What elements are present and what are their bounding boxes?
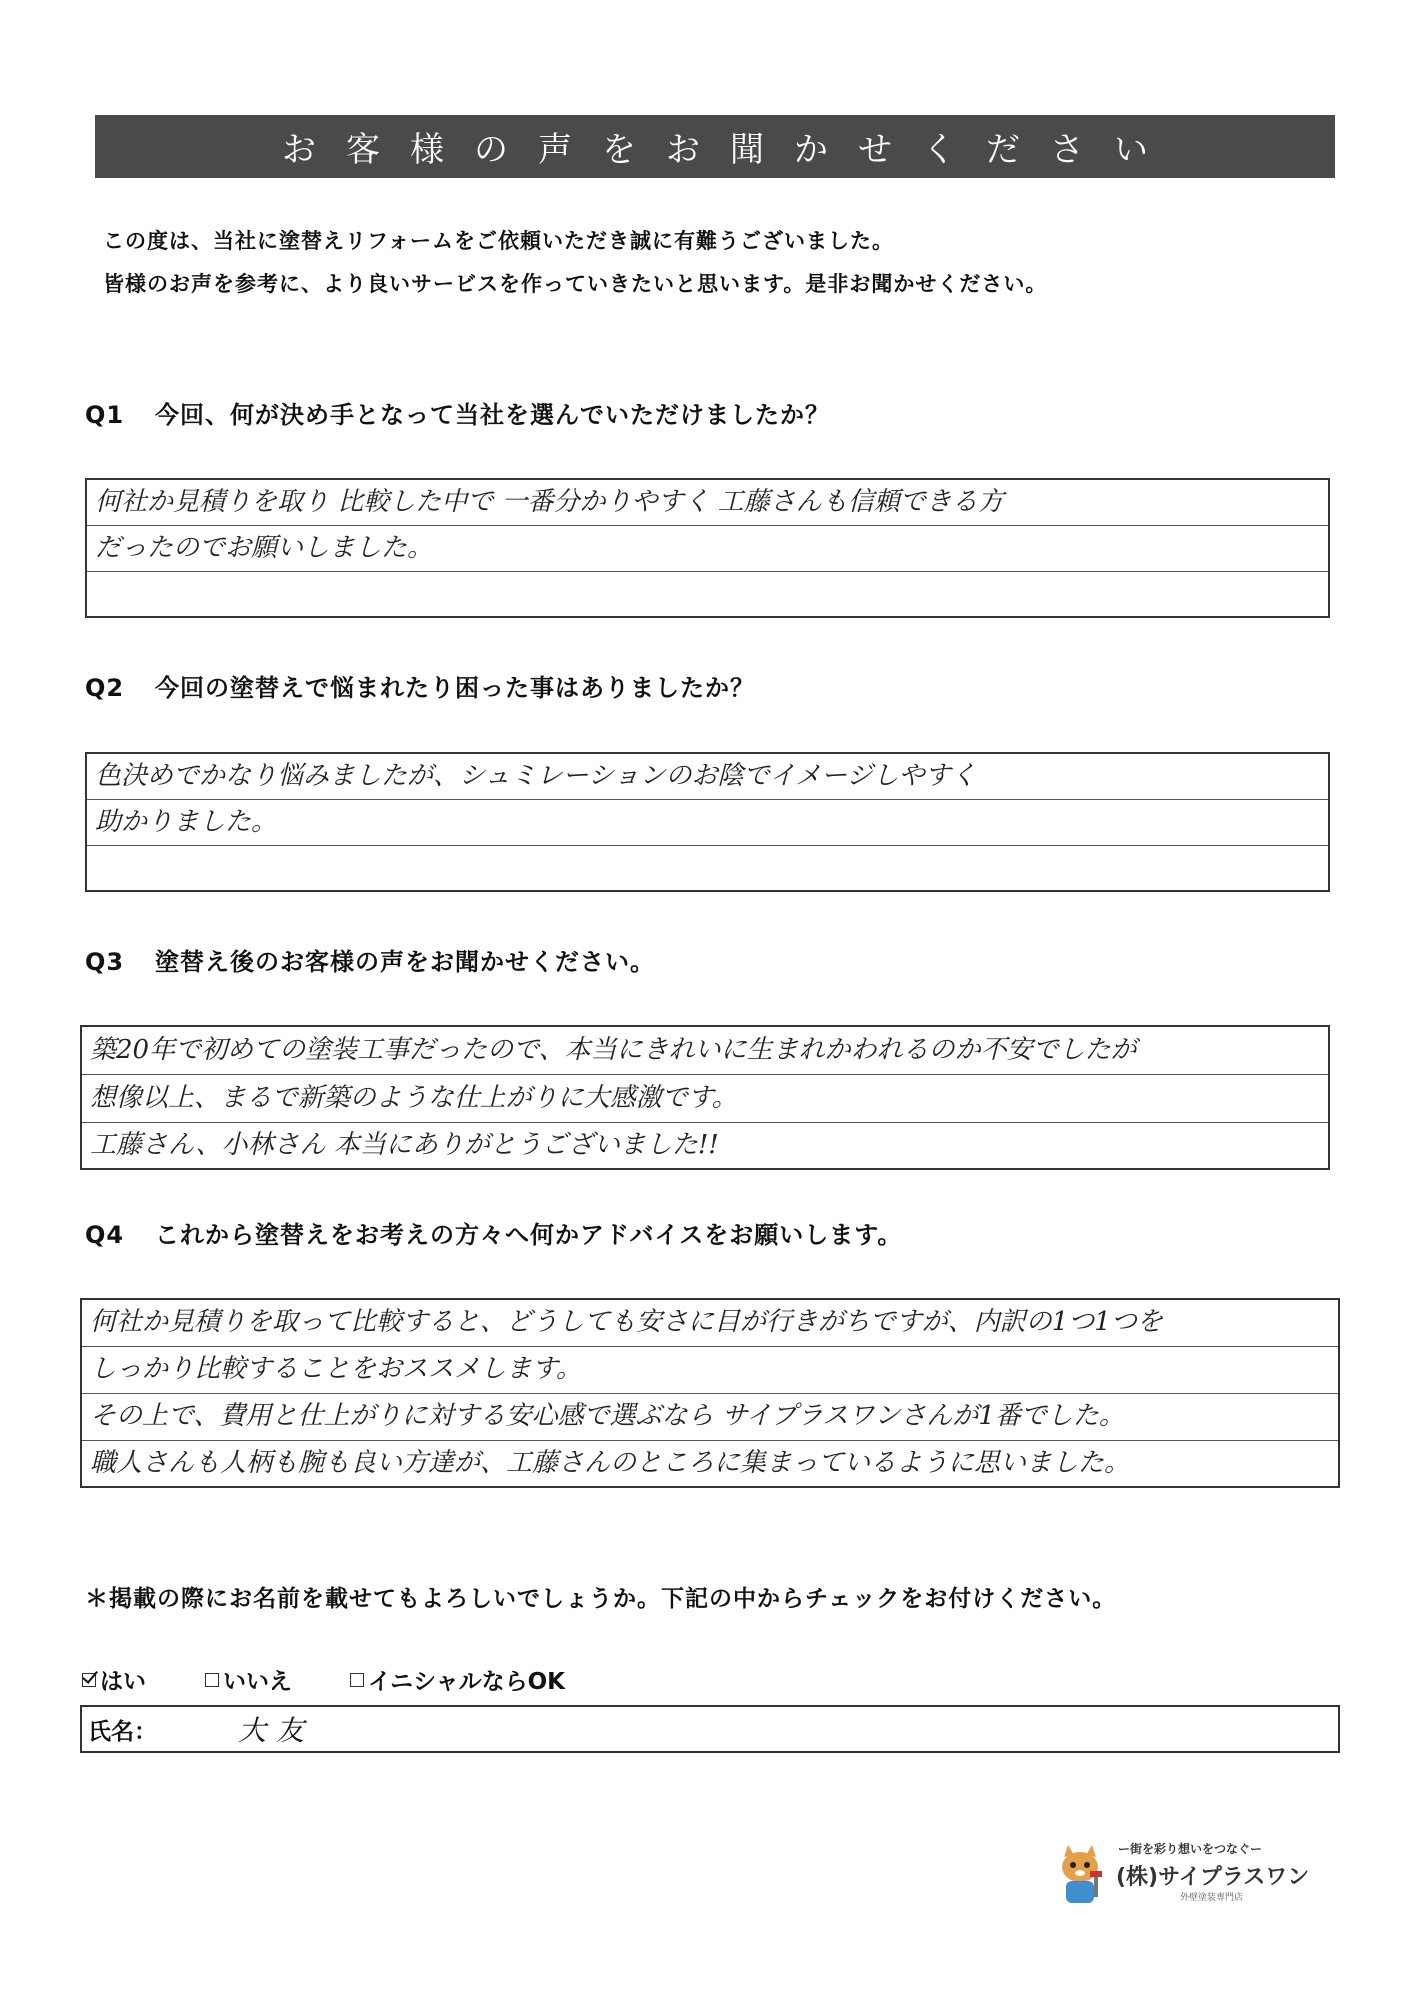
page-title: お客様の声をお聞かせください: [282, 130, 1178, 170]
q4-answer-line-2: しっかり比較することをおススメします。: [82, 1347, 1338, 1394]
q2-heading: [85, 668, 755, 703]
q3-heading: [85, 942, 655, 977]
q3-number: Q3: [85, 948, 125, 976]
q1-answer-line-1: 何社か見積りを取り 比較した中で 一番分かりやすく 工藤さんも信頼できる方: [87, 480, 1328, 526]
option-yes[interactable]: [82, 1663, 146, 1696]
q4-answer-box: [80, 1298, 1340, 1488]
option-yes-label: はい: [100, 1669, 146, 1695]
name-field[interactable]: [80, 1705, 1340, 1753]
option-no-label: いいえ: [223, 1669, 292, 1695]
q4-text: これから塗替えをお考えの方々へ何かアドバイスをお願いします。: [155, 1221, 903, 1249]
option-initials[interactable]: [350, 1663, 565, 1696]
q1-answer-box: [85, 478, 1330, 618]
header-bar: [95, 115, 1335, 178]
checkbox-checked-icon[interactable]: [82, 1673, 96, 1687]
q2-answer-box: [85, 752, 1330, 892]
intro-line-1: この度は、当社に塗替えリフォームをご依頼いただき誠に有難うございました。: [103, 229, 894, 253]
name-label: 氏名：: [88, 1718, 157, 1745]
q2-text: 今回の塗替えで悩まれたり困った事はありましたか？: [155, 674, 755, 702]
q1-answer-line-2: だったのでお願いしました。: [87, 526, 1328, 572]
q3-answer-line-2: 想像以上、まるで新築のような仕上がりに大感激です。: [82, 1075, 1328, 1123]
q1-answer-line-3: [87, 572, 1328, 616]
q3-answer-line-3: 工藤さん、小林さん 本当にありがとうございました!!: [90, 1130, 719, 1160]
mascot-icon: [1050, 1845, 1110, 1907]
q4-answer-line-4: 職人さんも人柄も腕も良い方達が、工藤さんのところに集まっているように思いました。: [90, 1448, 1131, 1478]
q4-number: Q4: [85, 1221, 125, 1249]
logo-subtitle: 外壁塗装専門店: [1180, 1893, 1244, 1903]
q4-answer-line-1: 何社か見積りを取って比較すると、どうしても安さに目が行きがちですが、内訳の1つ1つを: [82, 1300, 1338, 1347]
logo-tagline: ー街を彩り想いをつなぐー: [1118, 1842, 1263, 1856]
q2-answer-line-2: 助かりました。: [87, 800, 1328, 846]
option-initials-label: イニシャルならOK: [368, 1669, 565, 1695]
consent-question: ＊掲載の際にお名前を載せてもよろしいでしょうか。下記の中からチェックをお付けください。: [85, 1586, 1117, 1612]
q2-number: Q2: [85, 674, 125, 702]
option-no[interactable]: [205, 1663, 292, 1696]
logo-name: (株)サイプラスワン: [1116, 1865, 1310, 1890]
q1-number: Q1: [85, 401, 125, 429]
q2-answer-line-3: [87, 846, 1328, 890]
q2-answer-line-1: 色決めでかなり悩みましたが、シュミレーションのお陰でイメージしやすく: [87, 754, 1328, 800]
checkbox-icon[interactable]: [350, 1673, 364, 1687]
intro-line-2: 皆様のお声を参考に、より良いサービスを作っていきたいと思います。是非お聞かせください。: [103, 272, 1048, 296]
q3-text: 塗替え後のお客様の声をお聞かせください。: [155, 948, 655, 976]
company-logo: [1050, 1840, 1310, 1910]
name-value: 大友: [238, 1714, 315, 1747]
q4-heading: [85, 1215, 902, 1250]
q1-heading: [85, 395, 830, 430]
q3-answer-line-1: 築20年で初めての塗装工事だったので、本当にきれいに生まれかわれるのか不安でしたが: [82, 1027, 1328, 1075]
q4-answer-line-3: その上で、費用と仕上がりに対する安心感で選ぶなら サイプラスワンさんが1番でした。: [82, 1394, 1338, 1441]
q3-answer-box: [80, 1025, 1330, 1170]
q1-text: 今回、何が決め手となって当社を選んでいただけましたか？: [155, 401, 830, 429]
checkbox-icon[interactable]: [205, 1673, 219, 1687]
